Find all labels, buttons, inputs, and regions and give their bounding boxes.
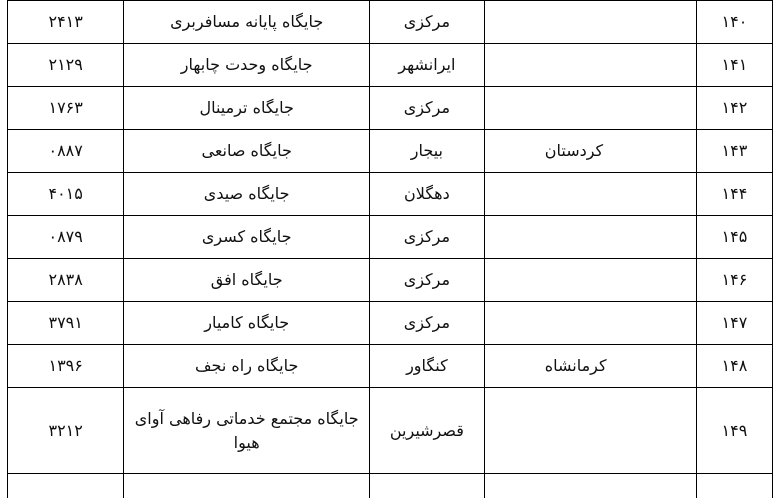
city-cell: مرکزی (370, 302, 485, 345)
row-number: ۱۴۴ (696, 173, 772, 216)
station-name-cell: جایگاه مجتمع خدماتی رفاهی آوای هیوا (124, 388, 370, 474)
city-cell: مرکزی (370, 259, 485, 302)
province-cell (484, 1, 696, 44)
stations-table-body (8, 1, 773, 498)
city-cell: مرکزی (370, 1, 485, 44)
row-number: ۱۴۶ (696, 259, 772, 302)
city-cell: مرکزی (370, 87, 485, 130)
city-cell: قصرشیرین (370, 388, 485, 474)
province-cell (484, 388, 696, 474)
station-code-cell: ۳۲۱۲ (8, 388, 124, 474)
station-code-cell (8, 474, 124, 498)
table-row (8, 44, 773, 87)
city-cell: کنگاور (370, 345, 485, 388)
stations-table (7, 0, 773, 498)
station-name-cell: جایگاه ترمینال (124, 87, 370, 130)
table-row (8, 1, 773, 44)
station-code-cell: ۱۷۶۳ (8, 87, 124, 130)
table-row (8, 216, 773, 259)
station-name-cell: جایگاه کسری (124, 216, 370, 259)
row-number: ۱۴۵ (696, 216, 772, 259)
station-code-cell: ۰۸۸۷ (8, 130, 124, 173)
row-number: ۱۴۱ (696, 44, 772, 87)
station-code-cell: ۴۰۱۵ (8, 173, 124, 216)
province-cell (484, 474, 696, 498)
station-name-cell: جایگاه کامیار (124, 302, 370, 345)
row-number: ۱۴۸ (696, 345, 772, 388)
province-cell (484, 216, 696, 259)
province-cell (484, 173, 696, 216)
province-cell (484, 87, 696, 130)
city-cell (370, 474, 485, 498)
row-number: ۱۴۲ (696, 87, 772, 130)
station-name-cell: جایگاه راه نجف (124, 345, 370, 388)
station-code-cell: ۲۸۳۸ (8, 259, 124, 302)
city-cell: مرکزی (370, 216, 485, 259)
table-row (8, 259, 773, 302)
table-row (8, 130, 773, 173)
station-name-cell: جایگاه پایانه مسافربری (124, 1, 370, 44)
station-name-cell: جایگاه صانعی (124, 130, 370, 173)
province-cell (484, 259, 696, 302)
station-code-cell: ۰۸۷۹ (8, 216, 124, 259)
station-code-cell: ۱۳۹۶ (8, 345, 124, 388)
city-cell: دهگلان (370, 173, 485, 216)
table-row (8, 388, 773, 474)
station-name-cell: جایگاه افق (124, 259, 370, 302)
station-code-cell: ۲۴۱۳ (8, 1, 124, 44)
table-row (8, 173, 773, 216)
row-number: ۱۴۷ (696, 302, 772, 345)
province-cell: کردستان (484, 130, 696, 173)
province-cell (484, 302, 696, 345)
table-row (8, 345, 773, 388)
table-row (8, 302, 773, 345)
station-name-cell (124, 474, 370, 498)
city-cell: ایرانشهر (370, 44, 485, 87)
row-number: ۱۴۰ (696, 1, 772, 44)
row-number: ۱۴۳ (696, 130, 772, 173)
row-number (696, 474, 772, 498)
station-code-cell: ۳۷۹۱ (8, 302, 124, 345)
row-number: ۱۴۹ (696, 388, 772, 474)
station-name-cell: جایگاه صیدی (124, 173, 370, 216)
province-cell: کرمانشاه (484, 345, 696, 388)
table-row (8, 87, 773, 130)
station-name-cell: جایگاه وحدت چابهار (124, 44, 370, 87)
city-cell: بیجار (370, 130, 485, 173)
station-code-cell: ۲۱۲۹ (8, 44, 124, 87)
table-row (8, 474, 773, 498)
province-cell (484, 44, 696, 87)
